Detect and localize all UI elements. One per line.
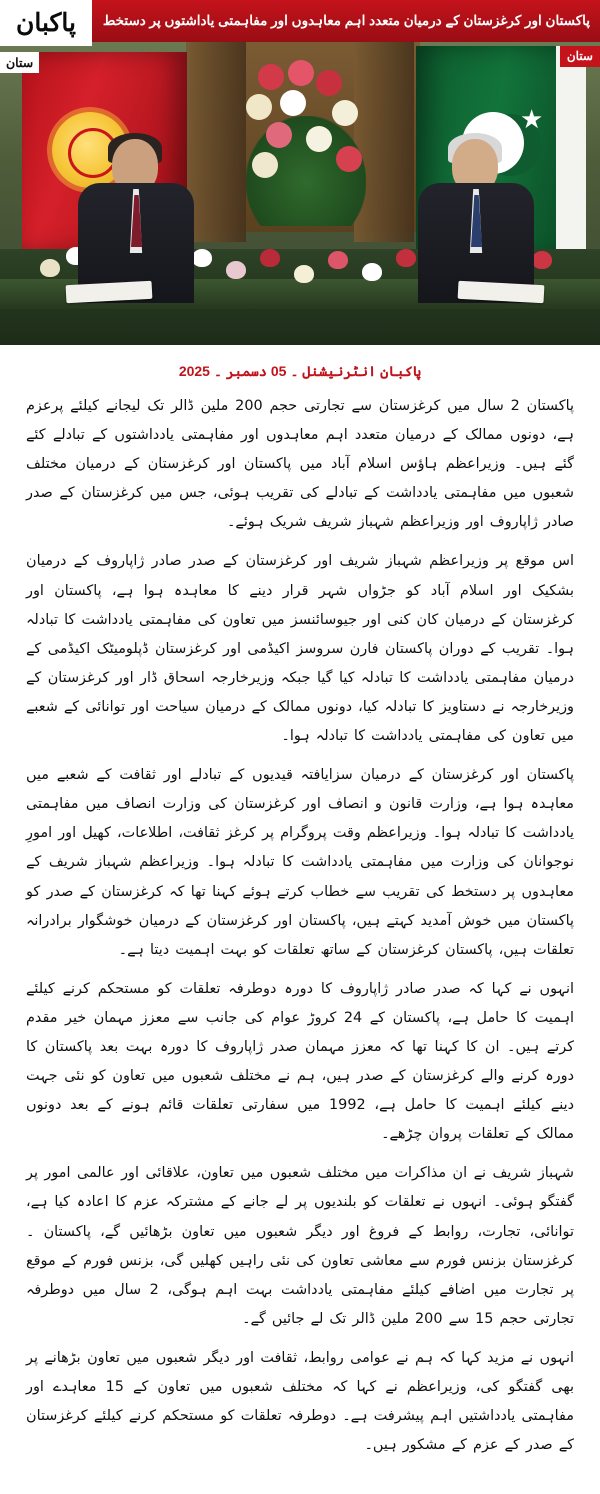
photo-scene bbox=[0, 42, 600, 345]
hero-ticker-right: ستان bbox=[560, 46, 600, 67]
star-icon: ★ bbox=[520, 104, 544, 134]
article-paragraph: اس موقع پر وزیراعظم شہباز شریف اور کرغزستان کے صدر صادر ژاپاروف کے درمیان بشکیک اور اسلام آباد کو جڑواں شہر قرار دینے کا معاہدہ ہوا ہے، پاکستان اور کرغزستان کے درمیان کان کنی اور جیوسائنسز میں تعاون کی مفاہمتی یادداشت کا تبادلہ ہوا۔ تقریب کے دوران پاکستان فارن سروسز اکیڈمی اور کرغزستان ڈپلومیٹک اکیڈمی کے درمیان مفاہمتی یادداشت کا تبادلہ کیا گیا جبکہ وزیرخارجہ اسحاق ڈار اور کرغزستان کے وزیرخارجہ نے دستاویز کا تبادلہ کیا، دونوں ممالک کے درمیان سیاحت اور توانائی کے شعبے میں تعاون کی مفاہمتی یادداشت کا تبادلہ ہوا۔ bbox=[26, 553, 574, 745]
pakistan-flag-white-bar bbox=[556, 46, 586, 261]
article-paragraph: انہوں نے کہا کہ صدر صادر ژاپاروف کا دورہ دوطرفہ تعلقات کو مستحکم کرنے کیلئے اہمیت کا حامل ہے، پاکستان کے 24 کروڑ عوام کی جانب سے معزز مہمان خیر مقدم کرتے ہیں۔ ان کا کہنا تھا کہ معزز مہمان صدر ژاپاروف کا دورہ بہت بعد پاکستان کا دورہ کرنے والے کرغزستان کے صدر ہیں، ہم نے مختلف شعبوں میں تعاون کو نئی جہت دینے کیلئے اہمیت کا حامل ہے، 1992 میں سفارتی تعلقات قائم ہونے کے بعد دونوں ممالک کے تعلقات پروان چڑھے۔ bbox=[26, 980, 574, 1143]
flower-bouquet-icon bbox=[236, 60, 376, 210]
article-paragraph: پاکستان اور کرغزستان کے درمیان سزایافتہ قیدیوں کے تبادلے اور ثقافت کے شعبے میں معاہدہ ہوا ہے، وزارت قانون و انصاف اور کرغزستان کی وزارت انصاف میں مفاہمتی یادداشت کا تبادلہ ہوا۔ وزیراعظم وقت پروگرام پر کرغز ثقافت، اطلاعات، کھیل اور امورِ نوجوانان کی وزارت میں مفاہمتی یادداشت کا تبادلہ ہوا۔ وزیراعظم شہباز شریف کے معاہدوں پر دستخط کی تقریب سے خطاب کرتے ہوئے کہنا تھا کہ کرغزستان کے صدر کو پاکستان میں خوش آمدید کہتے ہیں، پاکستان اور کرغزستان کے درمیان خوشگوار برادرانہ تعلقات ہیں، پاکستان کرغزستان کے ساتھ تعلقات کو بہت اہمیت دیتا ہے۔ bbox=[26, 767, 574, 958]
hero-ticker-left: ستان bbox=[0, 52, 39, 73]
article-paragraph: انہوں نے مزید کہا کہ ہم نے عوامی روابط، ثقافت اور دیگر شعبوں میں تعاون بڑھانے پر بھی گفتگو کی، وزیراعظم نے کہا کہ مختلف شعبوں میں تعاون کے 15 معاہدے اور مفاہمتی یادداشتیں اہم پیشرفت ہے۔ دوطرفہ تعلقات کو مستحکم کرنے کیلئے کرغزستان کے صدر کے عزم کے مشکور ہیں۔ bbox=[26, 1349, 574, 1454]
news-hero-image bbox=[0, 0, 600, 345]
article-body bbox=[0, 392, 600, 1494]
channel-logo-text: پاکبان bbox=[16, 8, 76, 37]
hero-headline-text: پاکستان اور کرغزستان کے درمیان متعدد اہم معاہدوں اور مفاہمتی یاداشتوں پر دستخط bbox=[102, 13, 590, 28]
dateline: پاکبان انٹرنیشنل ۔ 05 دسمبر ۔ 2025 bbox=[178, 363, 422, 379]
article-paragraph: پاکستان 2 سال میں کرغزستان سے تجارتی حجم 200 ملین ڈالر تک لیجانے کیلئے پرعزم ہے، دونوں ممالک کے درمیان متعدد اہم معاہدوں اور مفاہمتی یادداشتوں کے تبادلے کئے گئے ہیں۔ وزیراعظم ہاؤس اسلام آباد میں پاکستان اور کرغزستان کے درمیان مختلف شعبوں میں مفاہمتی یادداشت کے تبادلے کی تقریب ہوئی، جس میں کرغزستان کے صدر صادر ژاپاروف اور وزیراعظم شہباز شریف شریک ہوئے۔ bbox=[26, 398, 575, 531]
article-paragraph: شہباز شریف نے ان مذاکرات میں مختلف شعبوں میں تعاون، علاقائی اور عالمی امور پر گفتگو ہوئی۔ انہوں نے تعلقات کو بلندیوں پر لے جانے کے مشترکہ عزم کا اعادہ کیا ہے، توانائی، تجارت، روابط کے فروغ اور دیگر شعبوں میں تعاون بڑھائیں گے، پاکستان ۔ کرغزستان بزنس فورم سے معاشی تعاون کی نئی راہیں کھلیں گی، بزنس فورم کے موقع پر تجارت میں اضافے کیلئے مفاہمتی یادداشت بہت اہم ہوگی، 2 سال میں دوطرفہ تجارتی حجم 15 سے 200 ملین ڈالر تک لے جائیں گے۔ bbox=[26, 1165, 574, 1327]
channel-logo bbox=[0, 0, 92, 46]
